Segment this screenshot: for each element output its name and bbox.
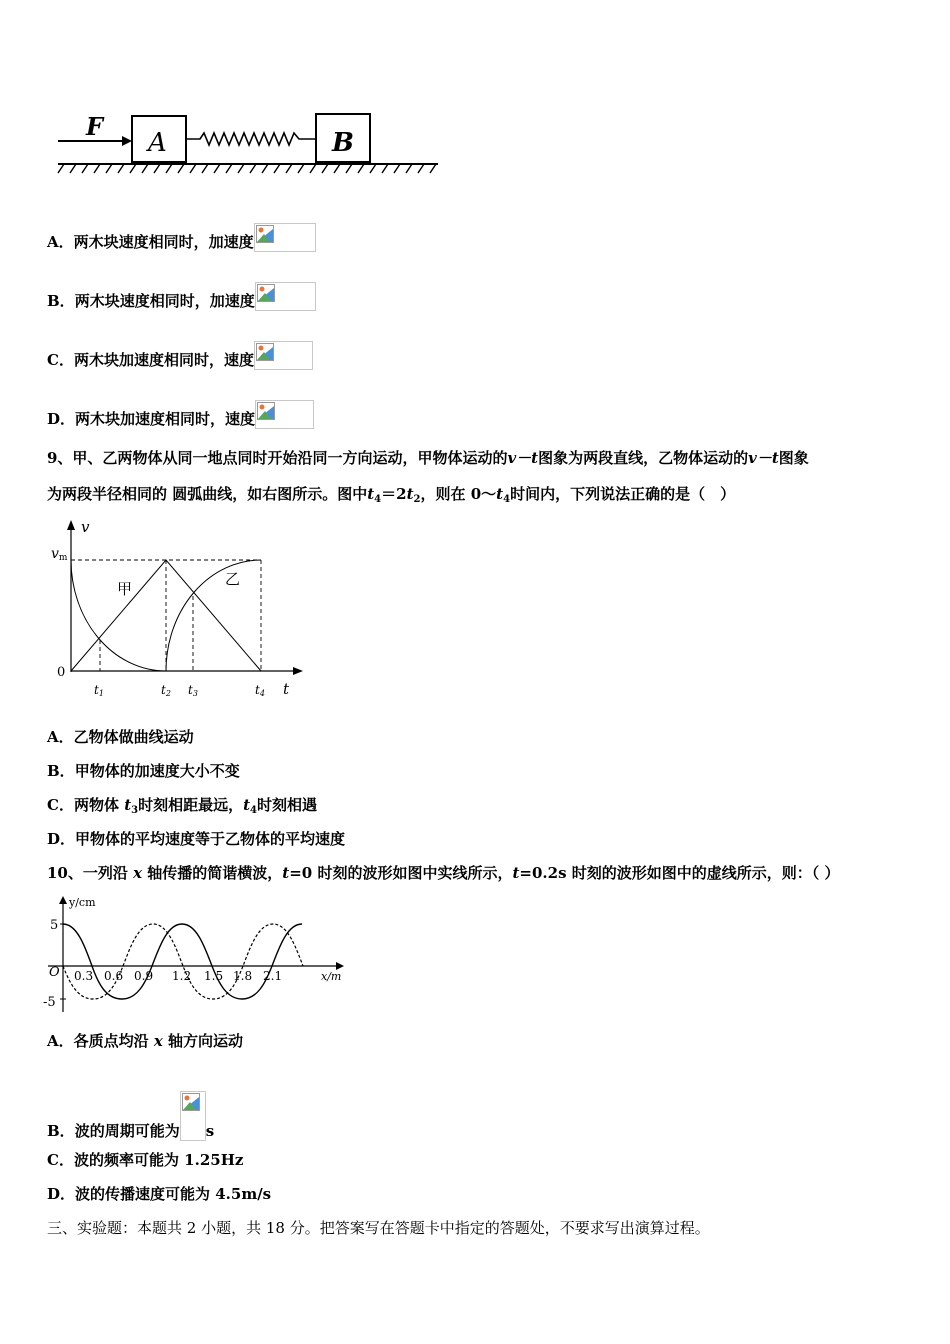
option-text: 甲物体的平均速度等于乙物体的平均速度 <box>75 830 346 848</box>
stem-text: 时间内，下列说法正确的是（ ） <box>510 485 736 503</box>
option-letter: C． <box>47 1151 74 1169</box>
option-text: 乙物体做曲线运动 <box>73 728 194 746</box>
option-letter: A． <box>47 233 74 251</box>
x-axis-label: x/m <box>321 970 342 983</box>
y-bottom-tick: -5 <box>43 995 56 1010</box>
subscript: 4 <box>503 494 511 505</box>
x-symbol: x <box>133 864 143 882</box>
q10-stem <box>47 863 839 883</box>
x-symbol: x <box>153 1032 163 1050</box>
stem-text: 图象为两段直线，乙物体运动的 <box>538 449 749 467</box>
q8-option-a <box>47 223 316 252</box>
stem-text: ，则在 0～ <box>420 485 497 503</box>
broken-image-icon <box>255 282 316 311</box>
block-a-label: A <box>148 128 167 158</box>
t-symbol: t <box>282 864 290 882</box>
tick-t3: t3 <box>188 683 198 698</box>
vm-label: vm <box>51 546 68 563</box>
option-text: 轴方向运动 <box>162 1032 244 1050</box>
option-letter: B． <box>47 762 75 780</box>
subscript: 2 <box>413 494 421 505</box>
y-top-tick: 5 <box>50 918 59 933</box>
broken-image-icon <box>255 400 314 429</box>
q9-stem-line2 <box>47 484 735 510</box>
option-letter: A． <box>47 728 74 746</box>
dashed-wave <box>63 924 303 999</box>
option-letter: C． <box>47 796 74 814</box>
x-tick-0.9: 0.9 <box>134 969 154 983</box>
jia-label: 甲 <box>117 580 133 598</box>
q9-option-d <box>47 829 345 849</box>
y-axis-label: y/cm <box>69 896 96 909</box>
option-unit: s <box>205 1122 215 1140</box>
q9-stem-line1 <box>47 448 809 468</box>
q10-option-b <box>47 1091 214 1141</box>
t-symbol: t <box>243 796 251 814</box>
broken-image-icon <box>254 341 313 370</box>
t-symbol: t <box>512 864 520 882</box>
q8-option-b <box>47 282 316 311</box>
vt-symbol: v－t <box>748 449 779 467</box>
t-symbol: t <box>496 485 504 503</box>
stem-text: 为两段半径相同的 圆弧曲线，如右图所示。图中 <box>47 485 368 503</box>
q9-option-b <box>47 761 240 781</box>
option-letter: A． <box>47 1032 74 1050</box>
solid-wave <box>63 924 302 999</box>
q10-option-a <box>47 1031 243 1051</box>
tick-t4: t4 <box>255 683 265 698</box>
q8-option-d <box>47 400 314 429</box>
v-axis-label: v <box>81 518 90 536</box>
option-text: 两木块速度相同时，加速度 <box>73 233 254 251</box>
ground-hatch <box>58 164 436 173</box>
x-tick-0.3: 0.3 <box>74 969 94 983</box>
option-letter: D． <box>47 830 76 848</box>
x-tick-1.2: 1.2 <box>172 969 192 983</box>
spring <box>186 133 316 145</box>
t-symbol: t <box>367 485 375 503</box>
broken-image-icon <box>180 1091 206 1141</box>
vt-graph <box>45 516 307 702</box>
x-tick-1.8: 1.8 <box>233 969 253 983</box>
x-tick-0.6: 0.6 <box>104 969 124 983</box>
tick-t2: t2 <box>161 683 171 698</box>
x-tick-2.1: 2.1 <box>263 969 283 983</box>
t-axis-label: t <box>283 680 290 698</box>
q9-option-c <box>47 795 317 821</box>
option-text: 两木块加速度相同时，速度 <box>73 351 254 369</box>
stem-text: 10、一列沿 <box>47 864 134 882</box>
yi-label: 乙 <box>225 570 241 588</box>
option-letter: D． <box>47 410 76 428</box>
tick-t1: t1 <box>94 683 104 698</box>
option-text: 两木块加速度相同时，速度 <box>75 410 256 428</box>
stem-text: ＝2 <box>381 485 407 503</box>
subscript: 3 <box>131 805 139 816</box>
option-text: 甲物体的加速度大小不变 <box>74 762 240 780</box>
option-letter: B． <box>47 1122 75 1140</box>
option-text: 时刻相遇 <box>257 796 318 814</box>
q10-option-d <box>47 1184 271 1204</box>
option-text: 时刻相距最远， <box>138 796 244 814</box>
t-symbol: t <box>124 796 132 814</box>
option-text: 两物体 <box>73 796 125 814</box>
vt-symbol: v－t <box>507 449 539 467</box>
stem-text: 图象 <box>778 449 809 467</box>
option-text: 波的周期可能为 <box>74 1122 180 1140</box>
q9-option-a <box>47 727 194 747</box>
x-tick-1.5: 1.5 <box>204 969 224 983</box>
stem-text: =0.2s 时刻的波形如图中的虚线所示，则：（ ） <box>519 864 840 882</box>
subscript: 4 <box>374 494 382 505</box>
subscript: 4 <box>250 805 258 816</box>
option-text: 各质点均沿 <box>73 1032 154 1050</box>
force-arrow-head <box>122 136 132 146</box>
q10-option-c <box>47 1150 243 1170</box>
option-text: 波的传播速度可能为 4.5m/s <box>75 1185 272 1203</box>
origin-label: 0 <box>57 665 66 680</box>
option-letter: C． <box>47 351 74 369</box>
t-symbol: t <box>406 485 414 503</box>
option-text: 波的频率可能为 1.25Hz <box>73 1151 244 1169</box>
block-spring-figure <box>50 108 442 178</box>
wave-graph <box>40 894 350 1018</box>
stem-text: =0 时刻的波形如图中实线所示， <box>289 864 513 882</box>
stem-text: 9、甲、乙两物体从同一地点同时开始沿同一方向运动，甲物体运动的 <box>47 449 508 467</box>
option-letter: D． <box>47 1185 76 1203</box>
option-letter: B． <box>47 292 75 310</box>
option-text: 两木块速度相同时，加速度 <box>74 292 255 310</box>
section-3-heading: 三、实验题：本题共 2 小题，共 18 分。把答案写在答题卡中指定的答题处，不要求写出演算过程。 <box>47 1219 710 1237</box>
q8-option-c <box>47 341 313 370</box>
block-b-label: B <box>332 128 354 158</box>
stem-text: 轴传播的简谐横波， <box>142 864 283 882</box>
broken-image-icon <box>254 223 316 252</box>
force-label: F <box>86 112 104 141</box>
origin-label: O <box>49 965 60 980</box>
